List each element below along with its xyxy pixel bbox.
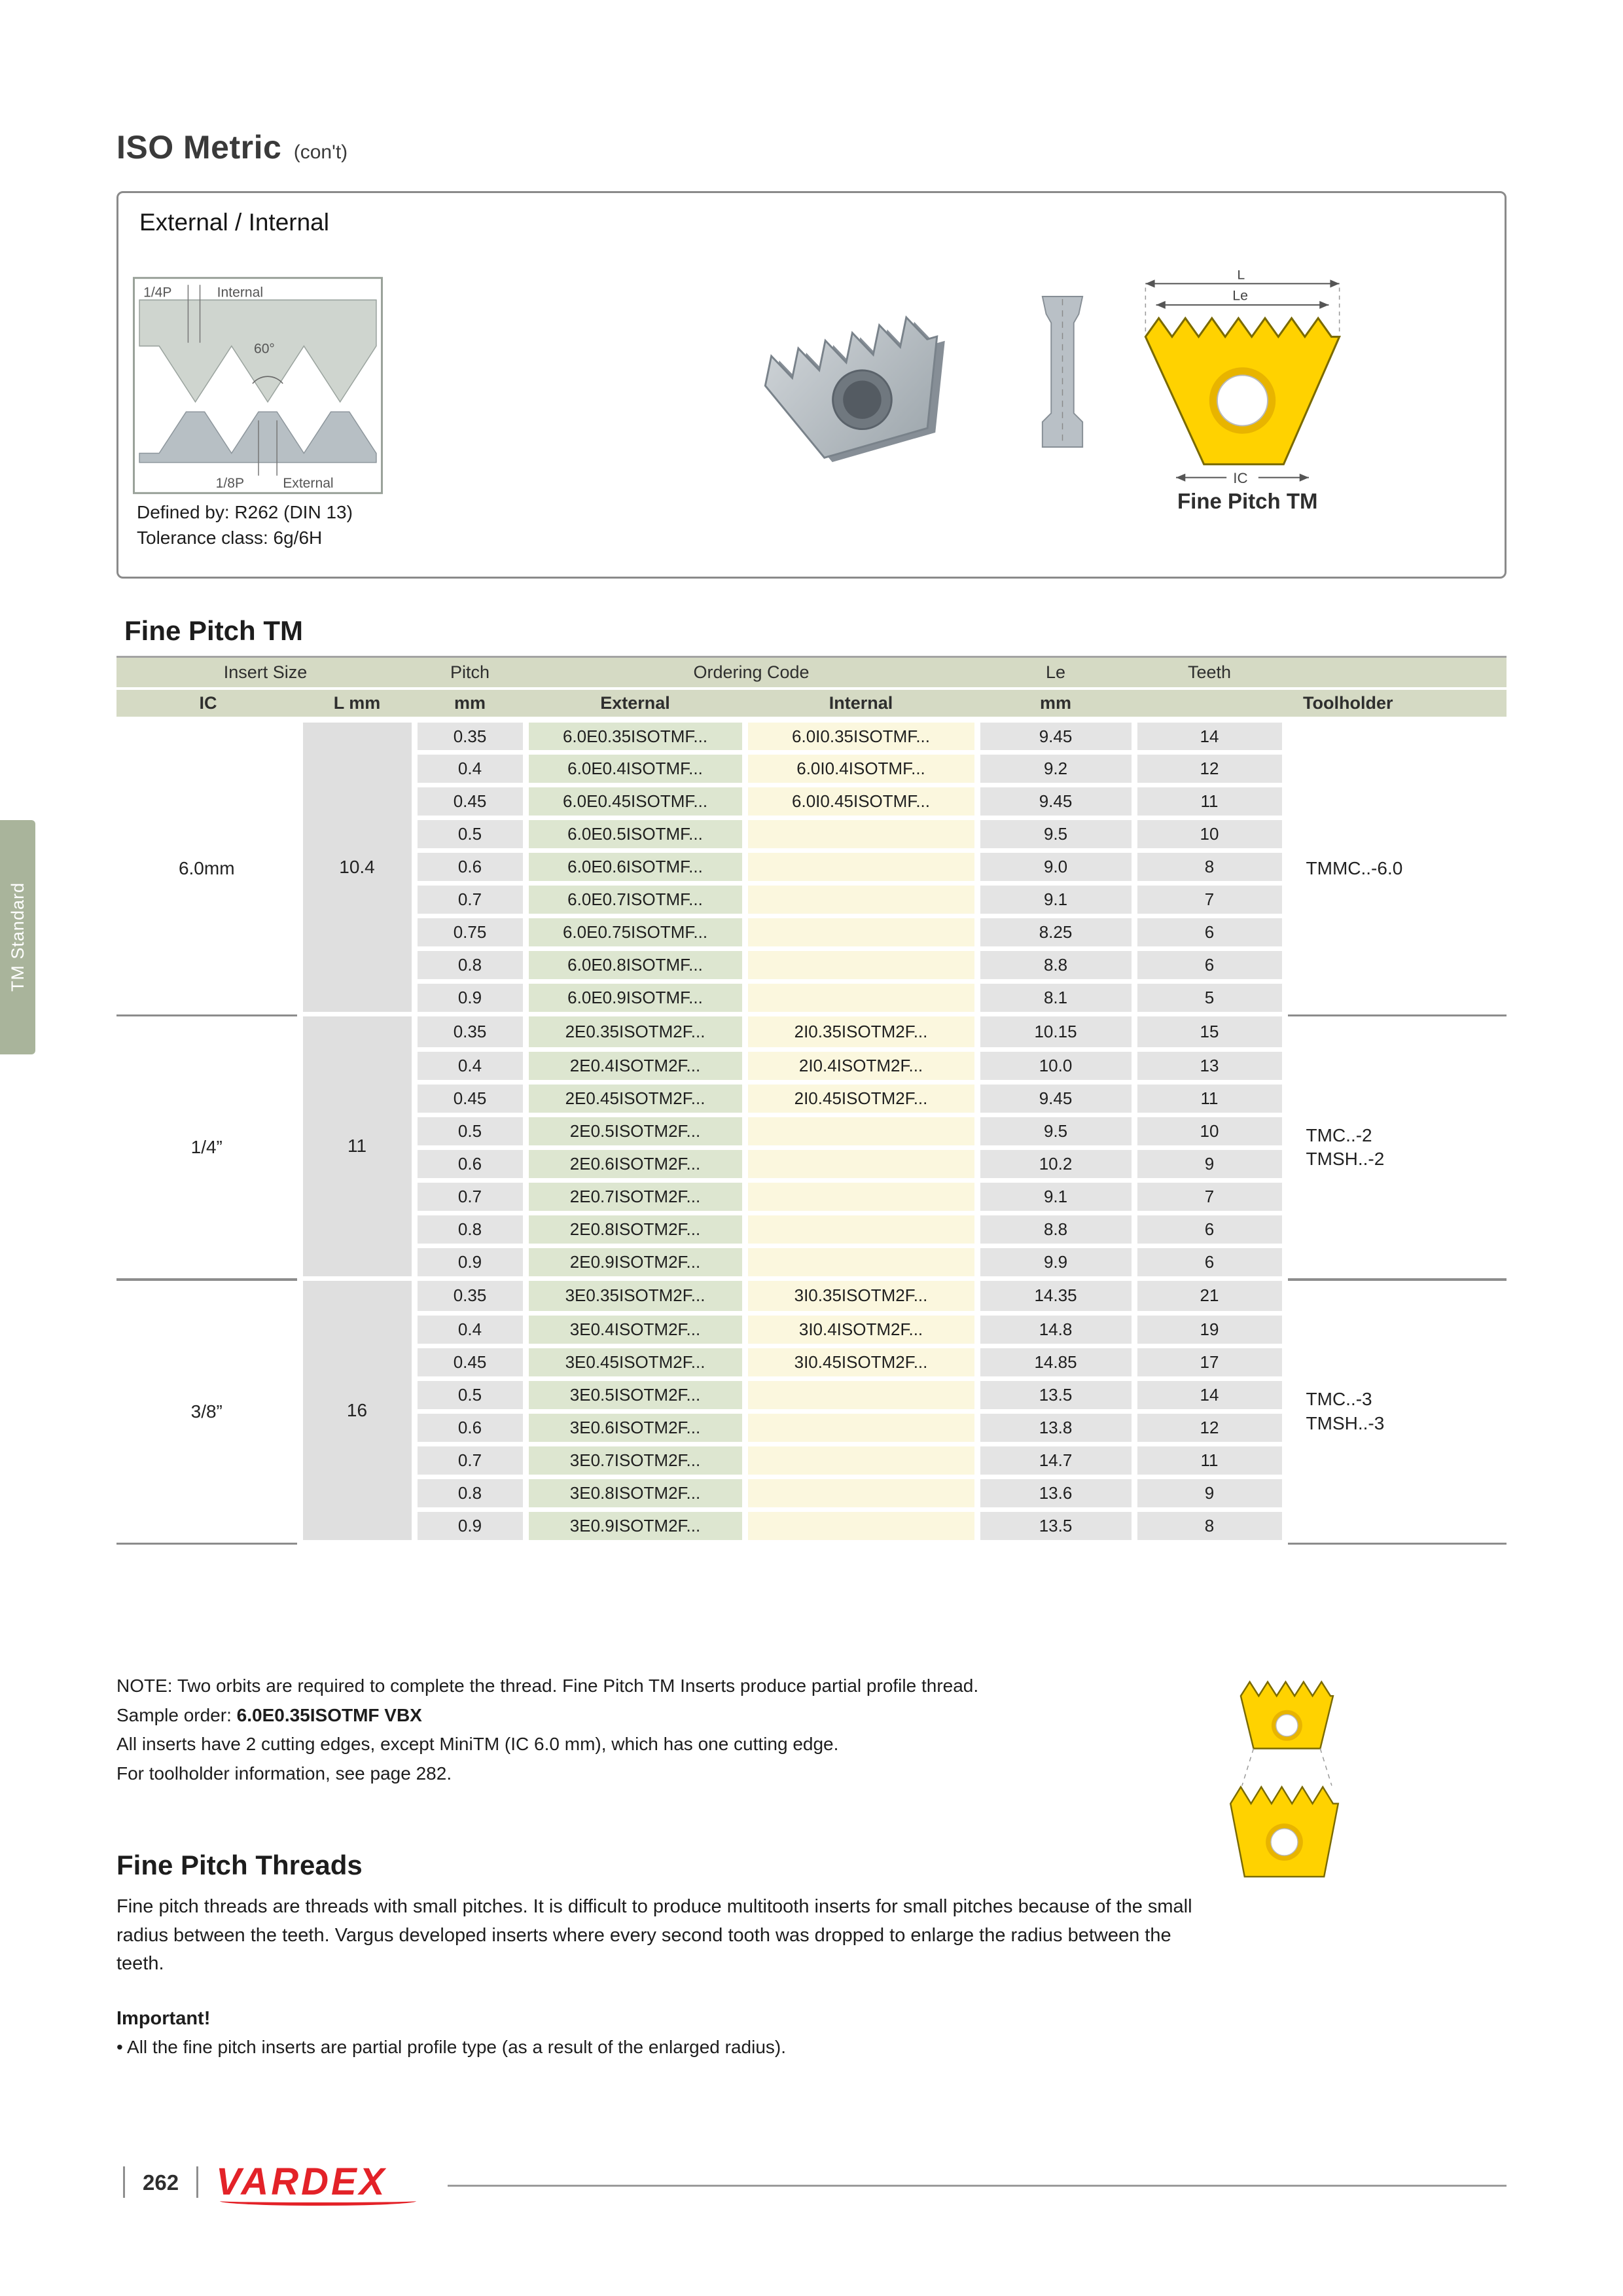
pitch-cell: 0.5: [414, 1379, 526, 1412]
pitch-cell: 0.4: [414, 753, 526, 785]
le-cell: 9.45: [977, 720, 1134, 753]
teeth-cell: 21: [1134, 1281, 1285, 1314]
le-cell: 14.7: [977, 1444, 1134, 1477]
page-title: ISO Metric: [116, 129, 282, 166]
pitch-cell: 0.5: [414, 1115, 526, 1147]
teeth-cell: 5: [1134, 982, 1285, 1014]
external-code-cell: 2E0.9ISOTM2F...: [526, 1246, 745, 1278]
col-header-insert-size: Insert Size: [116, 657, 414, 689]
le-cell: 8.1: [977, 982, 1134, 1014]
external-code-cell: 6.0E0.6ISOTMF...: [526, 851, 745, 884]
external-code-cell: 6.0E0.5ISOTMF...: [526, 818, 745, 851]
brand-logo: VARDEX: [216, 2161, 387, 2203]
fine-pitch-inserts-illustration: [1207, 1670, 1361, 1892]
internal-code-cell: 3I0.35ISOTM2F...: [745, 1281, 977, 1314]
fine-pitch-table: [116, 656, 1507, 1545]
external-code-cell: 3E0.45ISOTM2F...: [526, 1346, 745, 1379]
internal-code-cell: [745, 1510, 977, 1543]
page-title-suffix: (con't): [293, 141, 348, 163]
external-code-cell: 3E0.6ISOTM2F...: [526, 1412, 745, 1444]
teeth-cell: 8: [1134, 1510, 1285, 1543]
pitch-cell: 0.7: [414, 1444, 526, 1477]
pitch-cell: 0.4: [414, 1049, 526, 1082]
teeth-cell: 11: [1134, 1444, 1285, 1477]
le-cell: 8.8: [977, 1213, 1134, 1246]
internal-code-cell: 3I0.45ISOTM2F...: [745, 1346, 977, 1379]
teeth-cell: 12: [1134, 1412, 1285, 1444]
teeth-cell: 15: [1134, 1016, 1285, 1049]
pitch-cell: 0.9: [414, 982, 526, 1014]
dim-IC-label: IC: [1233, 469, 1248, 486]
toolholder-cell: TMMC..-6.0: [1285, 720, 1507, 1014]
footer-divider: [196, 2166, 198, 2198]
le-cell: 9.0: [977, 851, 1134, 884]
note-line-1: NOTE: Two orbits are required to complete the thread. Fine Pitch TM Inserts produce partial profile thread.: [116, 1676, 979, 1696]
teeth-cell: 6: [1134, 1246, 1285, 1278]
brand-logo-swoosh: [220, 2197, 416, 2206]
col-header-ordering-code: Ordering Code: [526, 657, 977, 689]
internal-code-cell: 2I0.45ISOTM2F...: [745, 1082, 977, 1115]
label-internal: Internal: [217, 285, 264, 300]
table-row: [116, 1281, 1507, 1314]
teeth-cell: 7: [1134, 1180, 1285, 1213]
le-cell: 10.0: [977, 1049, 1134, 1082]
pitch-cell: 0.35: [414, 1281, 526, 1314]
col-header-pitch: Pitch: [414, 657, 526, 689]
internal-code-cell: [745, 818, 977, 851]
teeth-cell: 8: [1134, 851, 1285, 884]
teeth-cell: 11: [1134, 1082, 1285, 1115]
external-code-cell: 2E0.4ISOTM2F...: [526, 1049, 745, 1082]
le-cell: 9.2: [977, 753, 1134, 785]
teeth-cell: 6: [1134, 1213, 1285, 1246]
internal-code-cell: 2I0.35ISOTM2F...: [745, 1016, 977, 1049]
insert-length-cell: 10.4: [300, 720, 414, 1014]
pitch-cell: 0.35: [414, 1016, 526, 1049]
pitch-cell: 0.45: [414, 1346, 526, 1379]
insert-side-view-image: [1025, 290, 1100, 457]
toolholder-cell: TMC..-3 TMSH..-3: [1285, 1281, 1507, 1543]
internal-code-cell: [745, 1412, 977, 1444]
le-cell: 13.5: [977, 1510, 1134, 1543]
col-subheader-internal: Internal: [745, 689, 977, 720]
teeth-cell: 17: [1134, 1346, 1285, 1379]
dim-Le-label: Le: [1232, 287, 1248, 304]
le-cell: 9.45: [977, 785, 1134, 818]
fine-pitch-table-wrap: [116, 656, 1507, 1545]
internal-code-cell: 6.0I0.35ISOTMF...: [745, 720, 977, 753]
external-code-cell: 6.0E0.7ISOTMF...: [526, 884, 745, 916]
external-code-cell: 3E0.9ISOTM2F...: [526, 1510, 745, 1543]
external-code-cell: 2E0.7ISOTM2F...: [526, 1180, 745, 1213]
le-cell: 13.6: [977, 1477, 1134, 1510]
insert-length-cell: 16: [300, 1281, 414, 1543]
tolerance-class: Tolerance class: 6g/6H: [137, 528, 323, 548]
pitch-cell: 0.45: [414, 1082, 526, 1115]
le-cell: 9.5: [977, 1115, 1134, 1147]
le-cell: 14.8: [977, 1314, 1134, 1346]
fine-pitch-threads-title: Fine Pitch Threads: [116, 1850, 363, 1880]
external-code-cell: 3E0.8ISOTM2F...: [526, 1477, 745, 1510]
external-code-cell: 2E0.6ISOTM2F...: [526, 1147, 745, 1180]
pitch-cell: 0.45: [414, 785, 526, 818]
pitch-cell: 0.7: [414, 884, 526, 916]
external-code-cell: 2E0.8ISOTM2F...: [526, 1213, 745, 1246]
teeth-cell: 11: [1134, 785, 1285, 818]
le-cell: 9.1: [977, 1180, 1134, 1213]
internal-code-cell: [745, 1147, 977, 1180]
teeth-cell: 19: [1134, 1314, 1285, 1346]
le-cell: 9.9: [977, 1246, 1134, 1278]
teeth-cell: 6: [1134, 916, 1285, 949]
le-cell: 8.25: [977, 916, 1134, 949]
external-code-cell: 2E0.35ISOTM2F...: [526, 1016, 745, 1049]
col-subheader-ic: IC: [116, 689, 300, 720]
teeth-cell: 14: [1134, 1379, 1285, 1412]
external-code-cell: 6.0E0.9ISOTMF...: [526, 982, 745, 1014]
sidebar-tab-label: TM Standard: [7, 882, 27, 992]
pitch-cell: 0.6: [414, 851, 526, 884]
internal-code-cell: [745, 916, 977, 949]
pitch-cell: 0.5: [414, 818, 526, 851]
table-section-title: Fine Pitch TM: [124, 615, 303, 646]
profile-box: [116, 191, 1507, 579]
internal-code-cell: [745, 1115, 977, 1147]
internal-code-cell: [745, 1246, 977, 1278]
pitch-cell: 0.8: [414, 1213, 526, 1246]
teeth-cell: 14: [1134, 720, 1285, 753]
col-header-teeth: Teeth: [1134, 657, 1285, 689]
internal-code-cell: [745, 949, 977, 982]
pitch-cell: 0.9: [414, 1246, 526, 1278]
label-eighth-pitch: 1/8P: [215, 475, 245, 491]
col-subheader-l: L mm: [300, 689, 414, 720]
internal-code-cell: 6.0I0.45ISOTMF...: [745, 785, 977, 818]
profile-box-title: External / Internal: [139, 209, 329, 236]
sidebar-tab-tm-standard: [0, 820, 35, 1054]
external-code-cell: 6.0E0.4ISOTMF...: [526, 753, 745, 785]
important-title: Important!: [116, 2008, 211, 2029]
pitch-cell: 0.4: [414, 1314, 526, 1346]
internal-code-cell: [745, 1379, 977, 1412]
label-external: External: [283, 475, 334, 491]
insert-ic-cell: 1/4”: [116, 1016, 300, 1278]
pitch-cell: 0.35: [414, 720, 526, 753]
dim-L-label: L: [1237, 270, 1245, 283]
internal-code-cell: [745, 851, 977, 884]
external-code-cell: 3E0.4ISOTM2F...: [526, 1314, 745, 1346]
teeth-cell: 9: [1134, 1477, 1285, 1510]
le-cell: 10.15: [977, 1016, 1134, 1049]
pitch-cell: 0.8: [414, 949, 526, 982]
col-subheader-mm: mm: [414, 689, 526, 720]
le-cell: 8.8: [977, 949, 1134, 982]
teeth-cell: 6: [1134, 949, 1285, 982]
pitch-cell: 0.75: [414, 916, 526, 949]
internal-code-cell: [745, 1444, 977, 1477]
teeth-cell: 12: [1134, 753, 1285, 785]
pitch-cell: 0.6: [414, 1147, 526, 1180]
le-cell: 14.85: [977, 1346, 1134, 1379]
internal-code-cell: [745, 1213, 977, 1246]
external-code-cell: 3E0.7ISOTM2F...: [526, 1444, 745, 1477]
note-sample-order: [116, 1702, 1203, 1729]
internal-code-cell: 6.0I0.4ISOTMF...: [745, 753, 977, 785]
pitch-cell: 0.6: [414, 1412, 526, 1444]
label-angle: 60°: [253, 341, 275, 357]
sample-order-label: Sample order:: [116, 1704, 237, 1725]
table-row: [116, 720, 1507, 753]
teeth-cell: 9: [1134, 1147, 1285, 1180]
page-footer: [116, 2161, 1507, 2223]
external-code-cell: 2E0.5ISOTM2F...: [526, 1115, 745, 1147]
col-subheader-toolholder: Toolholder: [1285, 689, 1507, 720]
le-cell: 10.2: [977, 1147, 1134, 1180]
le-cell: 13.5: [977, 1379, 1134, 1412]
definition-block: [137, 499, 353, 550]
external-code-cell: 2E0.45ISOTM2F...: [526, 1082, 745, 1115]
external-code-cell: 6.0E0.45ISOTMF...: [526, 785, 745, 818]
le-cell: 9.1: [977, 884, 1134, 916]
internal-code-cell: [745, 1477, 977, 1510]
important-bullet: • All the fine pitch inserts are partial profile type (as a result of the enlarged radius).: [116, 2037, 786, 2057]
page-number: 262: [143, 2170, 179, 2195]
footer-divider: [123, 2166, 125, 2198]
toolholder-cell: TMC..-2 TMSH..-2: [1285, 1016, 1507, 1278]
label-quarter-pitch: 1/4P: [143, 285, 172, 300]
thread-profile-diagram: [133, 277, 383, 497]
table-row: [116, 1016, 1507, 1049]
insert-profile-image: [1130, 270, 1355, 493]
external-code-cell: 6.0E0.8ISOTMF...: [526, 949, 745, 982]
internal-code-cell: 2I0.4ISOTM2F...: [745, 1049, 977, 1082]
internal-code-cell: 3I0.4ISOTM2F...: [745, 1314, 977, 1346]
pitch-cell: 0.8: [414, 1477, 526, 1510]
le-cell: 13.8: [977, 1412, 1134, 1444]
insert-ic-cell: 3/8”: [116, 1281, 300, 1543]
insert-ic-cell: 6.0mm: [116, 720, 300, 1014]
col-header-blank: [1285, 657, 1507, 689]
col-header-le: Le: [977, 657, 1134, 689]
insert-caption: Fine Pitch TM: [1177, 489, 1318, 513]
pitch-cell: 0.7: [414, 1180, 526, 1213]
pitch-cell: 0.9: [414, 1510, 526, 1543]
insert-3d-image: [721, 272, 976, 467]
le-cell: 9.5: [977, 818, 1134, 851]
col-subheader-le-mm: mm: [977, 689, 1134, 720]
internal-code-cell: [745, 884, 977, 916]
sample-order-code: 6.0E0.35ISOTMF VBX: [236, 1704, 422, 1725]
defined-by: Defined by: R262 (DIN 13): [137, 502, 353, 522]
teeth-cell: 10: [1134, 1115, 1285, 1147]
notes-block: [116, 1673, 1203, 1789]
footer-rule: [448, 2185, 1507, 2187]
internal-code-cell: [745, 982, 977, 1014]
fine-pitch-threads-body: Fine pitch threads are threads with small pitches. It is difficult to produce multitooth inserts for small pitches because of the small radius between the teeth. Vargus developed inserts where every second tooth was dropped to enlarge the radius between the teeth.: [116, 1896, 1192, 1974]
note-line-3: All inserts have 2 cutting edges, except MiniTM (IC 6.0 mm), which has one cutting edge.: [116, 1734, 839, 1755]
teeth-cell: 13: [1134, 1049, 1285, 1082]
col-subheader-blank: [1134, 689, 1285, 720]
col-subheader-external: External: [526, 689, 745, 720]
insert-length-cell: 11: [300, 1016, 414, 1278]
external-code-cell: 6.0E0.75ISOTMF...: [526, 916, 745, 949]
le-cell: 14.35: [977, 1281, 1134, 1314]
page-header: [116, 128, 348, 166]
note-line-4: For toolholder information, see page 282.: [116, 1763, 452, 1784]
teeth-cell: 10: [1134, 818, 1285, 851]
external-code-cell: 3E0.35ISOTM2F...: [526, 1281, 745, 1314]
internal-code-cell: [745, 1180, 977, 1213]
le-cell: 9.45: [977, 1082, 1134, 1115]
external-code-cell: 6.0E0.35ISOTMF...: [526, 720, 745, 753]
teeth-cell: 7: [1134, 884, 1285, 916]
group-separator: [116, 1543, 1507, 1545]
external-code-cell: 3E0.5ISOTM2F...: [526, 1379, 745, 1412]
